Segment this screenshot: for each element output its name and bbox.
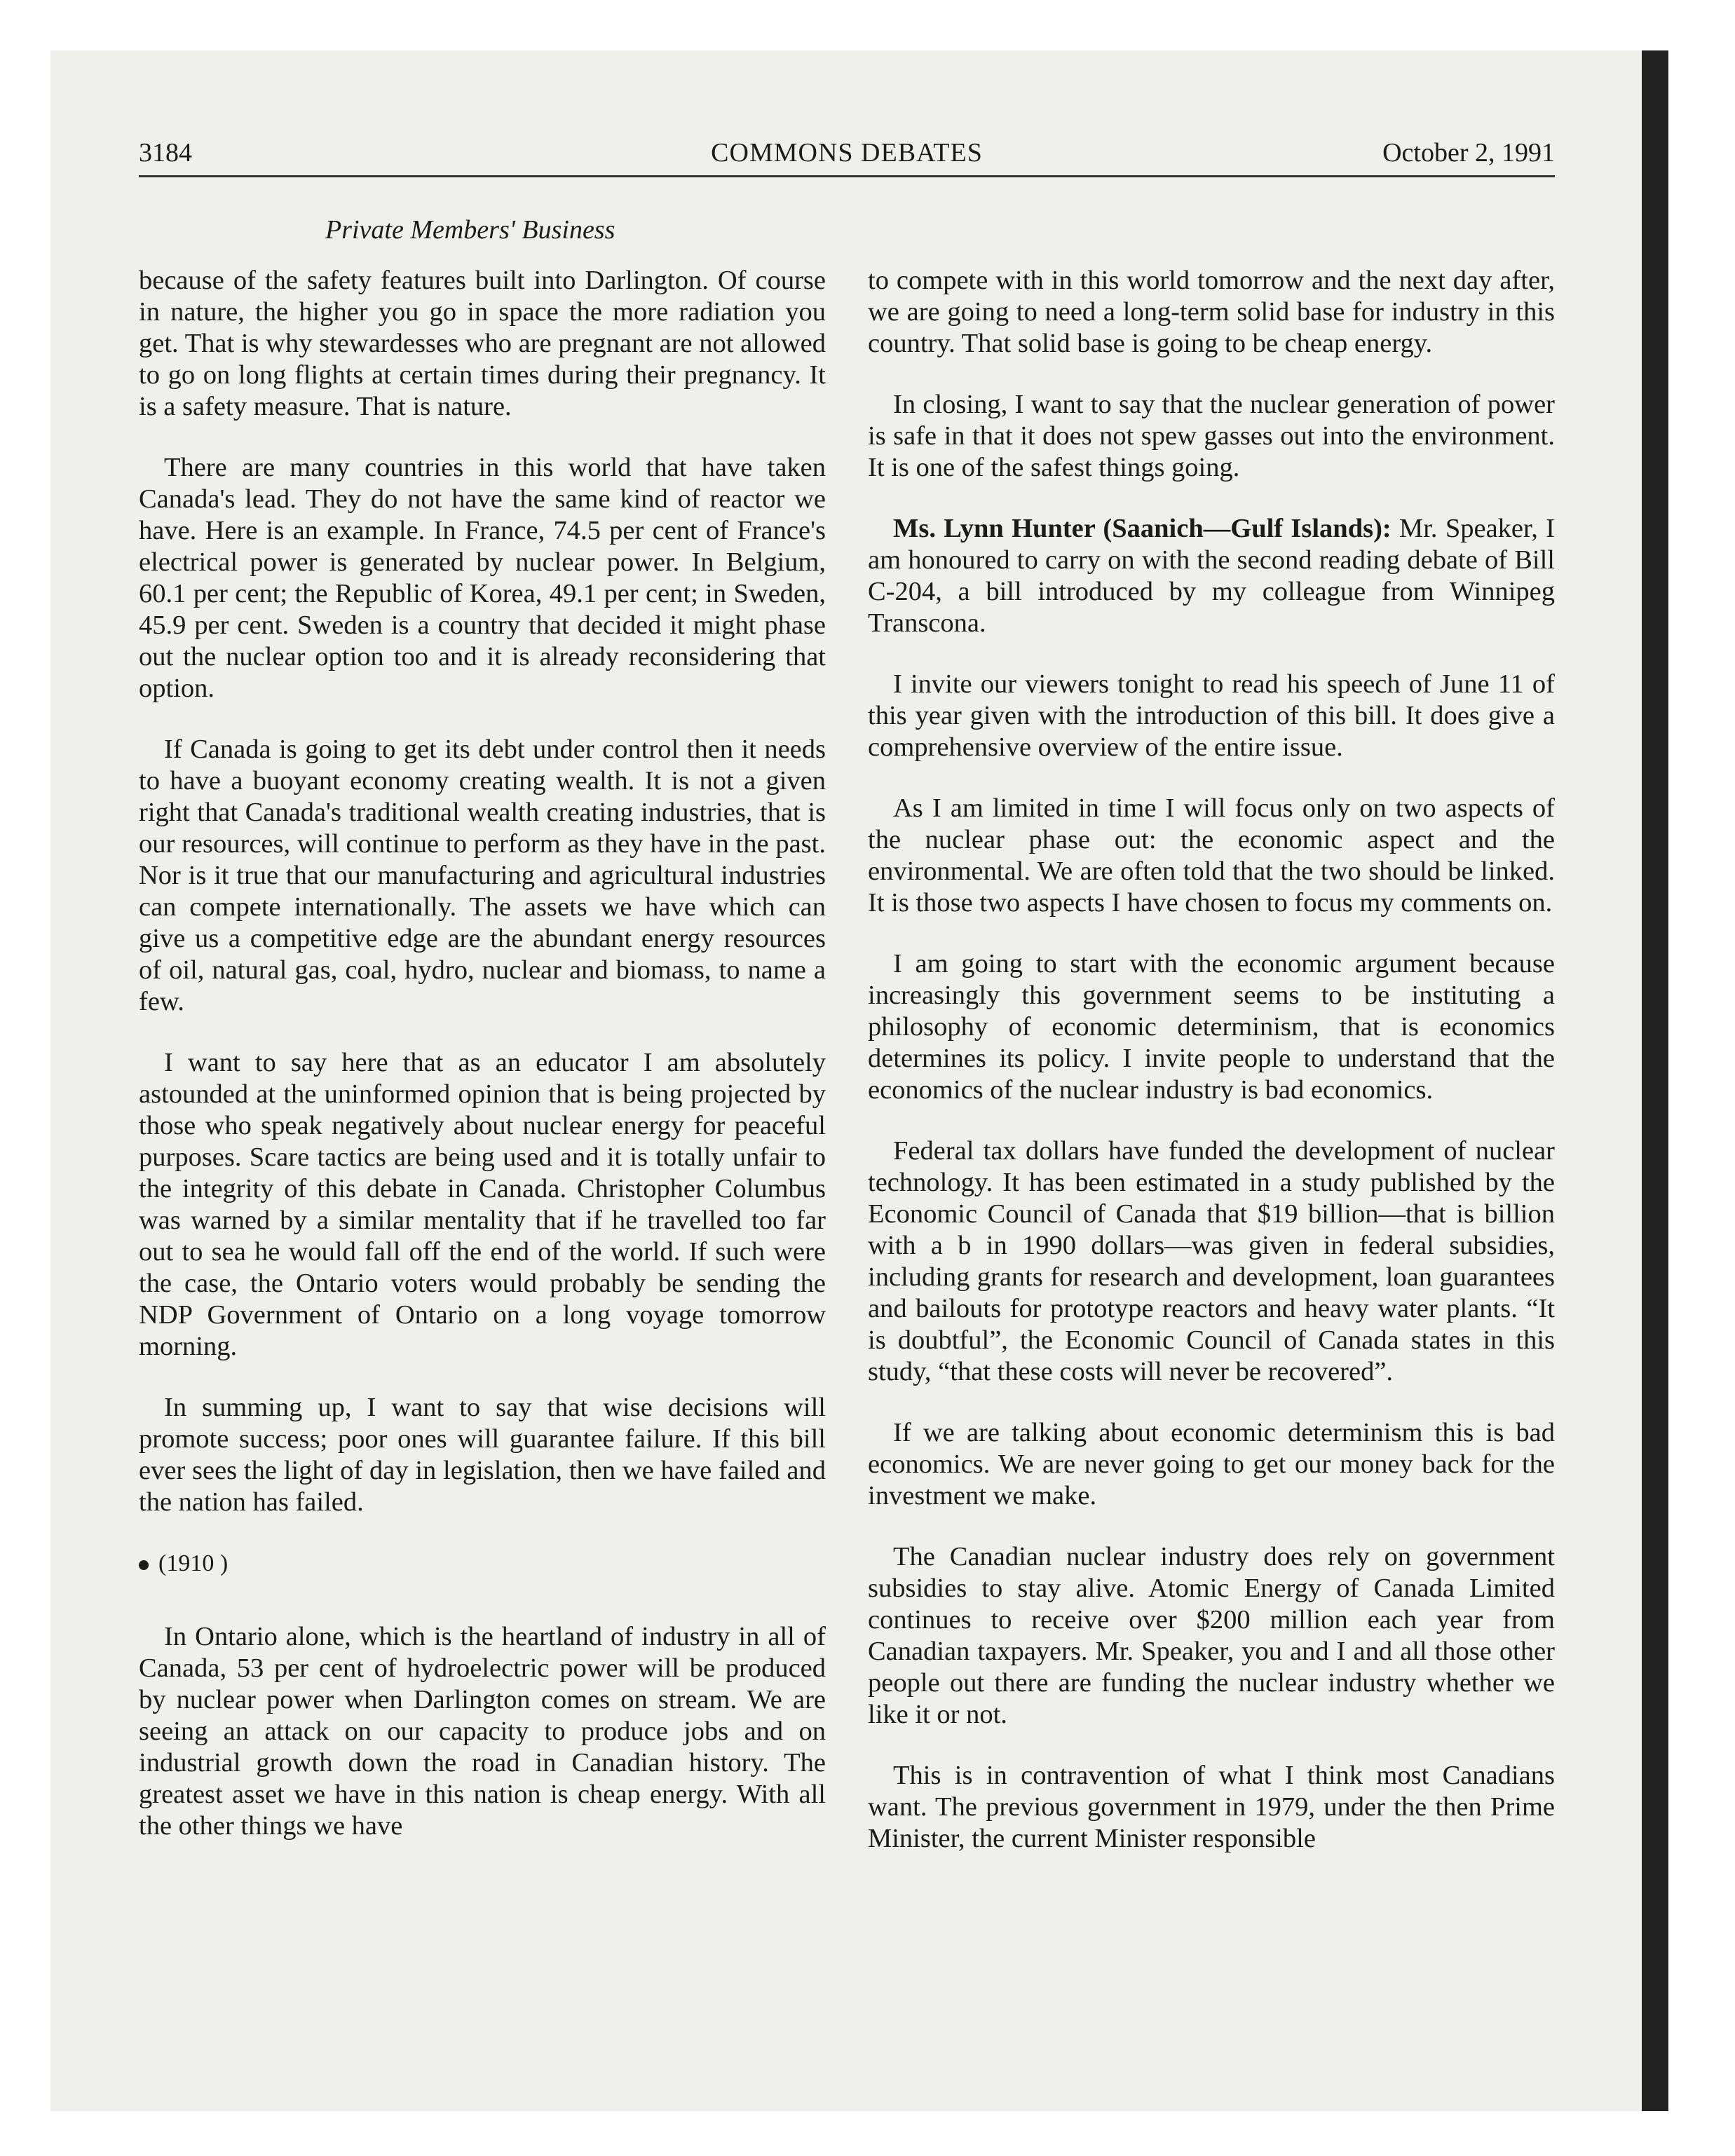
bullet-icon [139, 1560, 149, 1570]
paragraph: There are many countries in this world that have taken Canada's lead. They do not have the same kind of reactor we have. Here is an example. In France, 74.5 per cent of France's electrical power is generated by nuclear power. In Belgium, 60.1 per cent; the Republic of Korea, 49.1 per cent; in Sweden, 45.9 per cent. Sweden is a country that decided it might phase out the nuclear option too and it is already reconsidering that option. [139, 453, 826, 703]
paragraph: because of the safety features built into Darlington. Of course in nature, the higher you go in space the more radiation you get. That is why stewardesses who are pregnant are not allowed to go on long flights at certain times during their pregnancy. It is a safety measure. That is nature. [139, 266, 826, 421]
publication-title: COMMONS DEBATES [711, 138, 983, 168]
publication-date: October 2, 1991 [1382, 138, 1555, 168]
paragraph: I want to say here that as an educator I am absolutely astounded at the uninformed opinion that is being projected by those who speak negatively about nuclear energy for peaceful purposes. Scare tactics are being used and it is totally unfair to the integrity of this debate in Canada. Christopher Columbus was warned by a similar mentality that if he travelled too far out to sea he would fall off the end of the world. If such were the case, the Ontario voters would probably be sending the NDP Government of Ontario on a long voyage tomorrow morning. [139, 1048, 826, 1361]
paragraph: The Canadian nuclear industry does rely on government subsidies to stay alive. Atomic Energy of Canada Limited continues to receive over $200 million each year from Canadian taxpayers. Mr. Speaker, you and I and all those other people out there are funding the nuclear industry whether we like it or not. [868, 1542, 1555, 1729]
paragraph: Federal tax dollars have funded the development of nuclear technology. It has been estimated in a study published by the Economic Council of Canada that $19 billion—that is billion with a b in 1990 dollars—was given in federal subsidies, including grants for research and development, loan guarantees and bailouts for prototype reactors and heavy water plants. “It is doubtful”, the Economic Council of Canada states in this study, “that these costs will never be recovered”. [868, 1136, 1555, 1386]
paragraph: This is in contravention of what I think most Canadians want. The previous government in 1979, under the then Prime Minister, the current Minister responsible [868, 1761, 1555, 1853]
page-number: 3184 [139, 138, 192, 168]
paragraph: In closing, I want to say that the nuclear generation of power is safe in that it does not spew gasses out into the environment. It is one of the safest things going. [868, 390, 1555, 482]
paragraph: In Ontario alone, which is the heartland of industry in all of Canada, 53 per cent of hydroelectric power will be produced by nuclear power when Darlington comes on stream. We are seeing an attack on our capacity to produce jobs and on industrial growth down the road in Canadian history. The greatest asset we have in this nation is cheap energy. With all the other things we have [139, 1622, 826, 1841]
page-header [139, 137, 1555, 174]
time-marker [139, 1548, 826, 1579]
header-rule [139, 175, 1555, 177]
paragraph: In summing up, I want to say that wise decisions will promote success; poor ones will guarantee failure. If this bill ever sees the light of day in legislation, then we have failed and the nation has failed. [139, 1393, 826, 1517]
right-column [868, 265, 1555, 1884]
paragraph: As I am limited in time I will focus only on two aspects of the nuclear phase out: the economic aspect and the environmental. We are often told that the two should be linked. It is those two aspects I have chosen to focus my comments on. [868, 793, 1555, 917]
left-column [139, 265, 826, 1871]
section-title: Private Members' Business [325, 215, 615, 245]
scan-edge-shadow [1642, 50, 1668, 2111]
paragraph: to compete with in this world tomorrow and the next day after, we are going to need a long-term solid base for industry in this country. That solid base is going to be cheap energy. [868, 266, 1555, 358]
paragraph: I am going to start with the economic argument because increasingly this government seems to be instituting a philosophy of economic determinism, that is economics determines its policy. I invite people to understand that the economics of the nuclear industry is bad economics. [868, 949, 1555, 1105]
paragraph: If we are talking about economic determinism this is bad economics. We are never going to get our money back for the investment we make. [868, 1418, 1555, 1510]
speaker-name: Ms. Lynn Hunter (Saanich—Gulf Islands): [893, 514, 1392, 543]
time-marker-text: (1910 ) [158, 1550, 229, 1576]
paragraph: I invite our viewers tonight to read his speech of June 11 of this year given with the introduction of this bill. It does give a comprehensive overview of the entire issue. [868, 669, 1555, 762]
speaker-text: Mr. Speaker, I am honoured to carry on with the second reading debate of Bill C-204, a bill introduced by my colleague from Winnipeg Transcona. [868, 514, 1555, 638]
paragraph: If Canada is going to get its debt under control then it needs to have a buoyant economy creating wealth. It is not a given right that Canada's traditional wealth creating industries, that is our resources, will continue to perform as they have in the past. Nor is it true that our manufacturing and agricultural industries can compete internationally. The assets we have which can give us a competitive edge are the abundant energy resources of oil, natural gas, coal, hydro, nuclear and biomass, to name a few. [139, 735, 826, 1016]
speaker-paragraph [868, 513, 1555, 639]
